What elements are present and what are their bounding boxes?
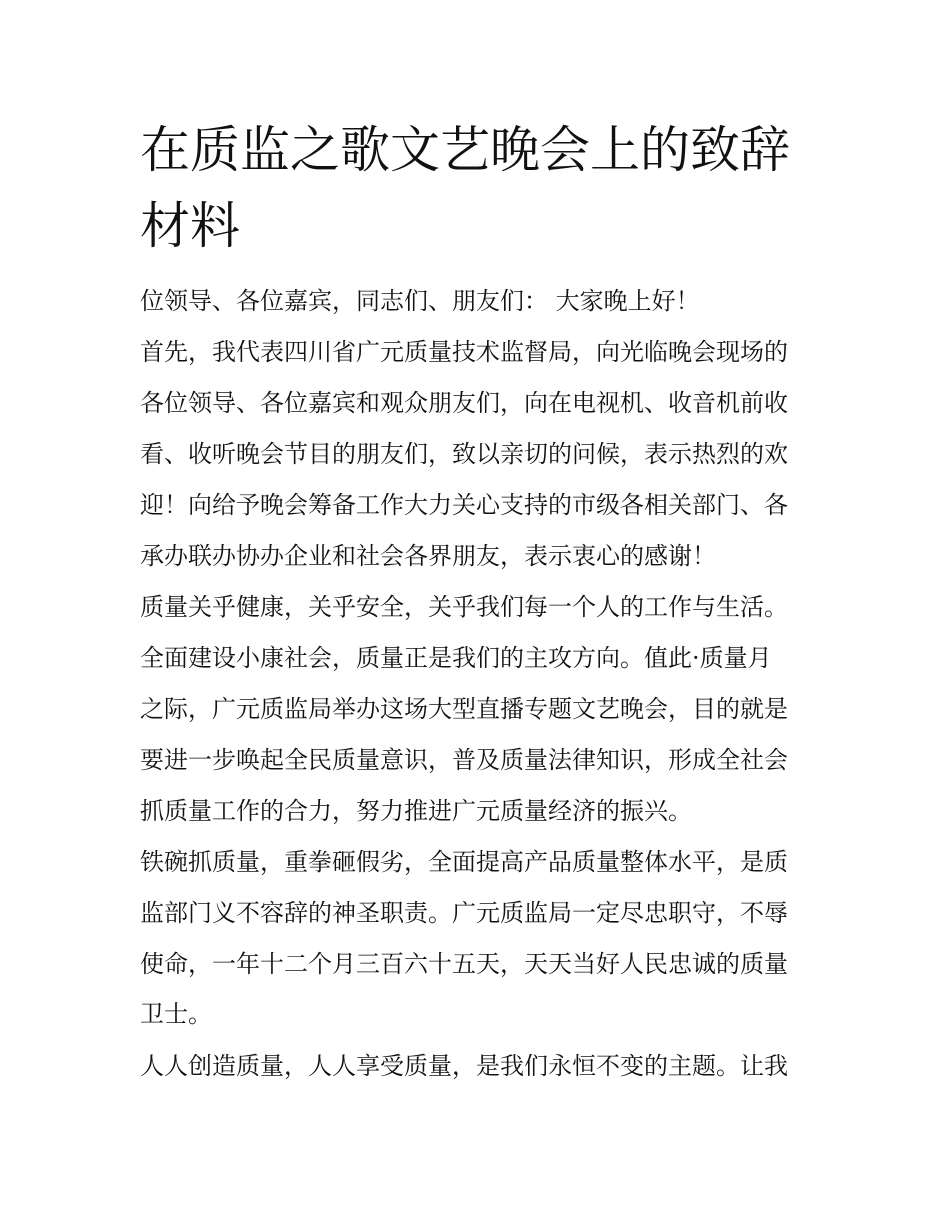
body-line: 首先，我代表四川省广元质量技术监督局，向光临晚会现场的 [140, 338, 788, 366]
body-line: 承办联办协办企业和社会各界朋友，表示衷心的感谢！ [140, 542, 716, 570]
body-line: 使命，一年十二个月三百六十五天，天天当好人民忠诚的质量 [140, 950, 788, 978]
body-line: 之际，广元质监局举办这场大型直播专题文艺晚会，目的就是 [140, 695, 788, 723]
title-line-1: 在质监之歌文艺晚会上的致辞 [140, 121, 790, 179]
body-line: 监部门义不容辞的神圣职责。广元质监局一定尽忠职守，不辱 [140, 899, 788, 927]
body-line: 全面建设小康社会，质量正是我们的主攻方向。值此·质量月 [140, 644, 772, 672]
body-line: 卫士。 [140, 1000, 212, 1028]
body-line: 人人创造质量，人人享受质量，是我们永恒不变的主题。让我 [140, 1052, 788, 1080]
body-line: 铁碗抓质量，重拳砸假劣，全面提高产品质量整体水平，是质 [140, 848, 788, 876]
body-line: 看、收听晚会节目的朋友们，致以亲切的问候，表示热烈的欢 [140, 440, 788, 468]
document-title [140, 112, 820, 264]
title-line-2: 材料 [140, 197, 240, 255]
body-line: 抓质量工作的合力，努力推进广元质量经济的振兴。 [140, 797, 692, 825]
body-line: 各位领导、各位嘉宾和观众朋友们，向在电视机、收音机前收 [140, 389, 788, 417]
body-line: 迎！向给予晚会筹备工作大力关心支持的市级各相关部门、各 [140, 491, 788, 519]
body-line: 要进一步唤起全民质量意识，普及质量法律知识，形成全社会 [140, 746, 788, 774]
salutation-line: 位领导、各位嘉宾，同志们、朋友们： 大家晚上好！ [140, 287, 700, 315]
body-line: 质量关乎健康，关乎安全，关乎我们每一个人的工作与生活。 [140, 593, 788, 621]
